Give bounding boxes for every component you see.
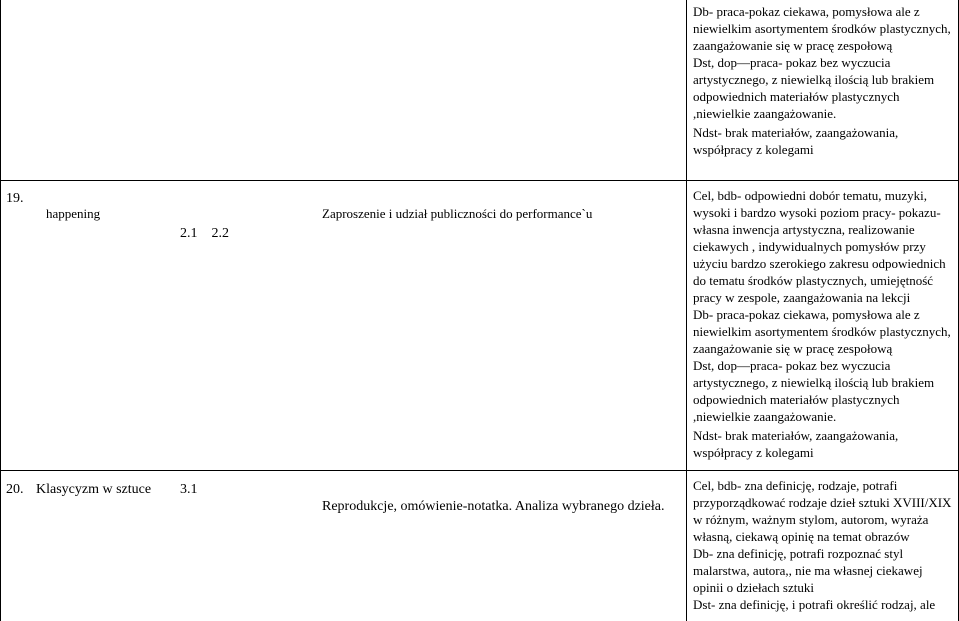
row-number-20: 20. [6,482,24,497]
criteria-ndst: Ndst- brak materiałów, zaangażowania, współpracy z kolegami [693,125,899,157]
row-divider-20 [0,470,959,471]
description-19: Zaproszenie i udział publiczności do performance`u [322,206,593,221]
criteria-dst: Dst, dop—praca- pokaz bez wyczucia artystycznego, z niewielką ilością lub brakiem odpowiednich materiałów plastycznych ,niewielkie zaangażowanie. [693,55,935,121]
criteria-ndst: Ndst- brak materiałów, zaangażowania, współpracy z kolegami [693,428,899,460]
criteria-cel: Cel, bdb- odpowiedni dobór tematu, muzyki, wysoki i bardzo wysoki poziom pracy- pokazu- własna inwencja artystyczna, realizowanie ciekawych , indywidualnych pomysłów przy użyciu bardzo szerokiego zakresu odpowiednich do tematu środków plastycznych, umiejętność pracy w zespole, zaangażowania na lekcji [693,188,946,305]
code-19: 2.1 2.2 [180,226,229,241]
topic-happening: happening [46,206,101,221]
table-border-col-criteria [686,0,687,621]
criteria-dst: Dst, dop—praca- pokaz bez wyczucia artystycznego, z niewielką ilością lub brakiem odpowiednich materiałów plastycznych ,niewielkie zaangażowanie. [693,358,935,424]
criteria-20 [693,477,955,613]
row-number-19: 19. [6,191,24,206]
criteria-db: Db- zna definicję, potrafi rozpoznać styl malarstwa, autora,, nie ma własnej ciekawej opinii o dziełach sztuki [693,546,923,595]
criteria-db: Db- praca-pokaz ciekawa, pomysłowa ale z niewielkim asortymentem środków plastycznych, zaangażowanie się w pracę zespołową [693,307,951,356]
table-row-continuation [693,3,955,158]
table-border-left [0,0,1,621]
criteria-dst: Dst- zna definicję, i potrafi określić rodzaj, ale [693,597,936,612]
criteria-cel: Cel, bdb- zna definicję, rodzaje, potrafi przyporządkować rodzaje dzieł sztuki XVIII/XIX w różnym, ważnym stylom, autorom, wyraża własną, ciekawą opinię na temat obrazów [693,478,952,544]
code-20: 3.1 [180,482,198,497]
description-20: Reprodukcje, omówienie-notatka. Analiza wybranego dzieła. [322,499,665,514]
criteria-19 [693,187,955,461]
row-divider-19 [0,180,959,181]
criteria-db: Db- praca-pokaz ciekawa, pomysłowa ale z niewielkim asortymentem środków plastycznych, zaangażowanie się w pracę zespołową [693,4,951,53]
topic-klasycyzm: Klasycyzm w sztuce [36,482,152,497]
